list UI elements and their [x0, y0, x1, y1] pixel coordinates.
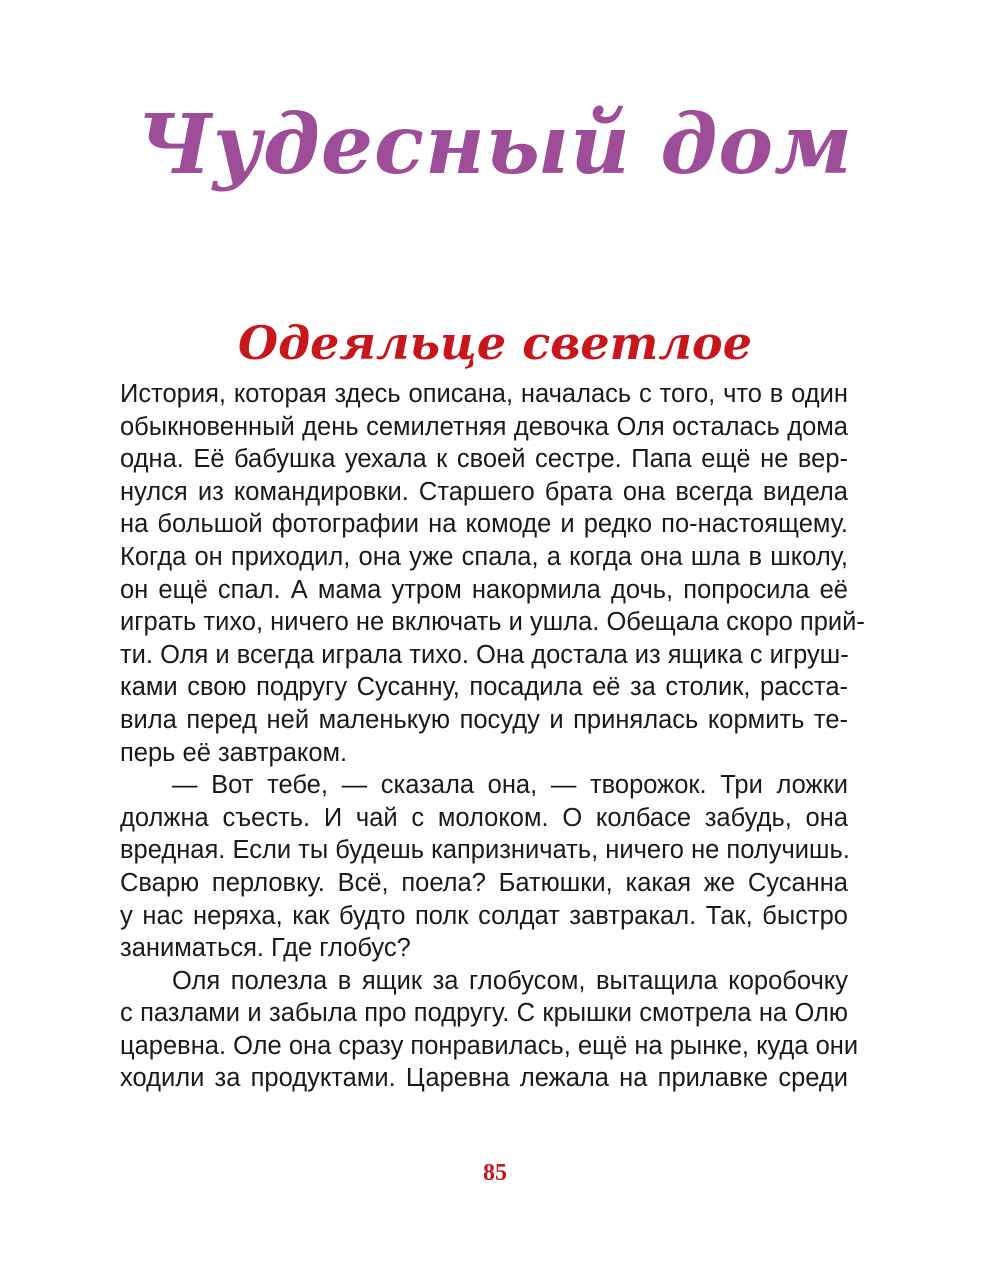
text-line: Оля полезла в ящик за глобусом, вытащила коробочку: [172, 966, 848, 995]
text-line: вила перед ней маленькую посуду и принялась кормить те-: [120, 705, 848, 734]
story-body: [120, 378, 865, 1095]
chapter-title: Чудесный дом: [136, 97, 854, 193]
text-line: вредная. Если ты будешь капризничать, ничего не получишь.: [120, 836, 850, 865]
text-line: перь её завтраком.: [120, 738, 348, 767]
text-line: нулся из командировки. Старшего брата она всегда видела: [120, 477, 848, 506]
text-line: царевна. Оле она сразу понравилась, ещё на рынке, куда они: [120, 1031, 859, 1060]
text-line: он ещё спал. А мама утром накормила дочь, попросила её: [120, 575, 848, 604]
text-line: ти. Оля и всегда играла тихо. Она достала из ящика с игруш-: [120, 640, 849, 669]
text-line: История, которая здесь описана, началась с того, что в один: [120, 380, 848, 408]
text-line: — Вот тебе, — сказала она, — творожок. Три ложки: [172, 771, 848, 800]
page-number: 85: [483, 1160, 507, 1186]
paragraph-2: [120, 769, 848, 965]
paragraph-1: [120, 378, 865, 769]
text-line: Когда он приходил, она уже спала, а когда она шла в школу,: [120, 542, 848, 571]
text-line: у нас неряха, как будто полк солдат завтракал. Так, быстро: [120, 901, 848, 930]
text-line: обыкновенный день семилетняя девочка Оля осталась дома: [120, 412, 848, 441]
text-line: одна. Её бабушка уехала к своей сестре. Папа ещё не вер-: [120, 445, 848, 474]
text-line: с пазлами и забыла про подругу. С крышки смотрела на Олю: [120, 999, 848, 1028]
text-line: Сварю перловку. Всё, поела? Батюшки, какая же Сусанна: [120, 868, 848, 897]
text-line: ками свою подругу Сусанну, посадила её за столик, расста-: [120, 673, 848, 702]
text-line: на большой фотографии на комоде и редко по-настоящему.: [120, 510, 848, 539]
text-line: ходили за продуктами. Царевна лежала на прилавке среди: [120, 1064, 848, 1093]
paragraph-3: [120, 965, 859, 1095]
text-line: заниматься. Где глобус?: [120, 934, 411, 963]
text-line: играть тихо, ничего не включать и ушла. Обещала скоро прий-: [120, 608, 865, 637]
story-title: Одеяльце светлое: [238, 316, 752, 370]
text-line: должна съесть. И чай с молоком. О колбасе забудь, она: [120, 803, 848, 832]
